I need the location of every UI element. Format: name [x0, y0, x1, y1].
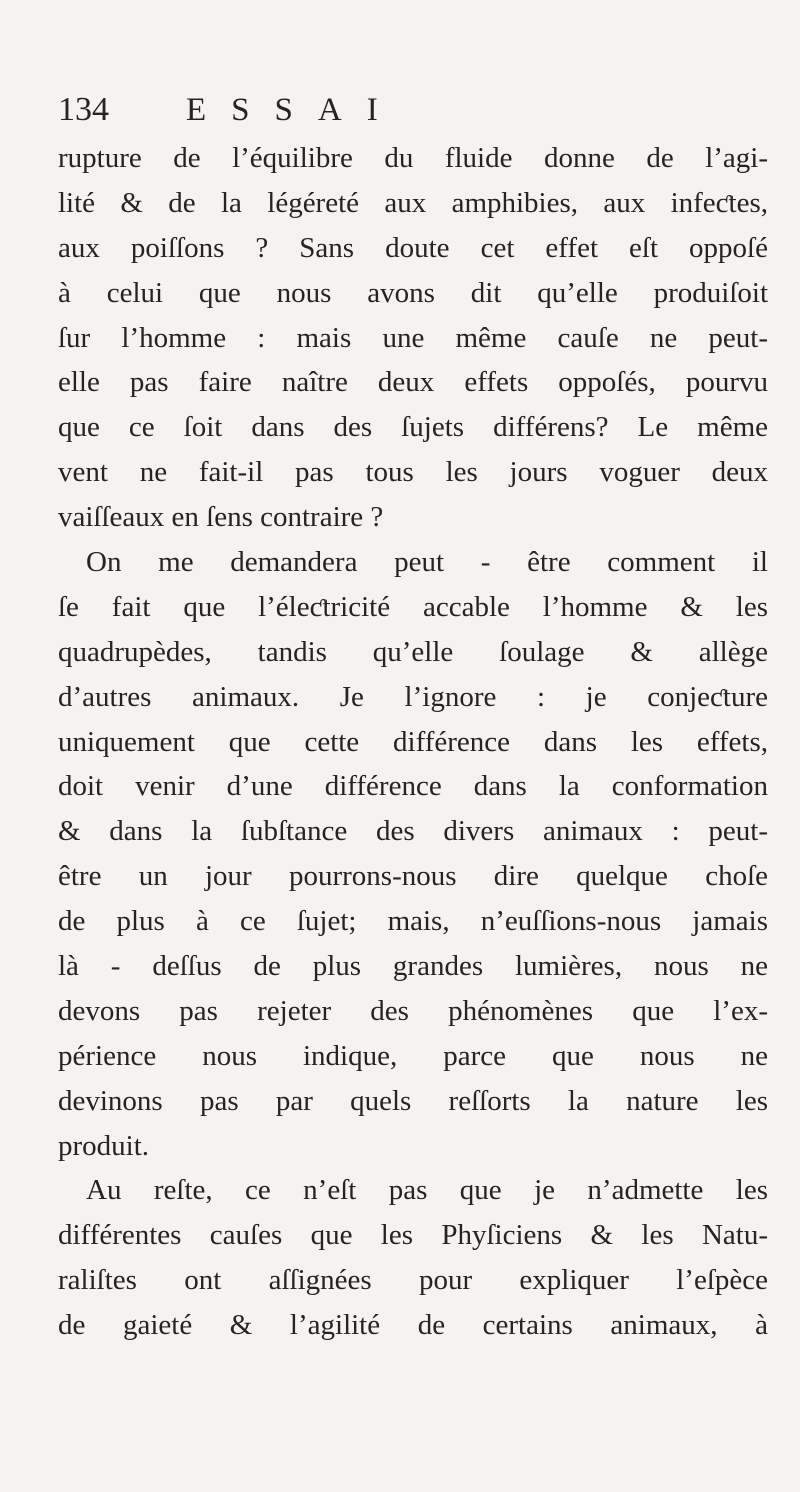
body-text [58, 136, 768, 1348]
text-line: quadrupèdes, tandis qu’elle ſoulage & allège [58, 635, 768, 668]
text-line: lité & de la légéreté aux amphibies, aux infeƈtes, [58, 186, 768, 219]
paragraph [58, 540, 768, 1168]
paragraph [58, 1168, 768, 1348]
text-line: différentes cauſes que les Phyſiciens & les Natu- [58, 1219, 768, 1252]
text-line: doit venir d’une différence dans la conformation [58, 770, 768, 803]
text-line: périence nous indique, parce que nous ne [58, 1039, 768, 1072]
running-title: ESSAI [186, 92, 403, 128]
text-line: uniquement que cette différence dans les effets, [58, 725, 768, 758]
text-line: que ce ſoit dans des ſujets différens? Le même [58, 411, 768, 444]
text-line: devinons pas par quels reſſorts la nature les [58, 1084, 768, 1117]
text-line: là - deſſus de plus grandes lumières, nous ne [58, 950, 768, 983]
running-head [58, 88, 678, 132]
text-line: & dans la ſubſtance des divers animaux : peut- [58, 815, 768, 848]
text-line: de plus à ce ſujet; mais, n’euſſions-nous jamais [58, 905, 768, 938]
text-line: devons pas rejeter des phénomènes que l’ex- [58, 994, 768, 1027]
text-line: ſe fait que l’éleƈtricité accable l’homme & les [58, 590, 768, 623]
text-line: d’autres animaux. Je l’ignore : je conjeƈture [58, 680, 768, 713]
text-line: être un jour pourrons-nous dire quelque choſe [58, 860, 768, 893]
text-line: elle pas faire naître deux effets oppoſés, pourvu [58, 366, 768, 399]
page-number: 134 [58, 91, 109, 128]
paragraph [58, 136, 768, 540]
text-line: produit. [58, 1129, 150, 1162]
text-line: vent ne fait-il pas tous les jours voguer deux [58, 456, 768, 489]
text-line: On me demandera peut - être comment il [86, 546, 768, 579]
text-line: à celui que nous avons dit qu’elle produiſoit [58, 276, 768, 309]
text-line: de gaieté & l’agilité de certains animaux, à [58, 1309, 768, 1342]
text-line: raliſtes ont aſſignées pour expliquer l’eſpèce [58, 1264, 768, 1297]
text-line: ſur l’homme : mais une même cauſe ne peut- [58, 321, 768, 354]
text-line: vaiſſeaux en ſens contraire ? [58, 501, 384, 534]
text-line: rupture de l’équilibre du fluide donne de l’agi- [58, 142, 768, 174]
text-line: aux poiſſons ? Sans doute cet effet eſt oppoſé [58, 231, 768, 264]
text-line: Au reſte, ce n’eſt pas que je n’admette les [86, 1174, 768, 1207]
